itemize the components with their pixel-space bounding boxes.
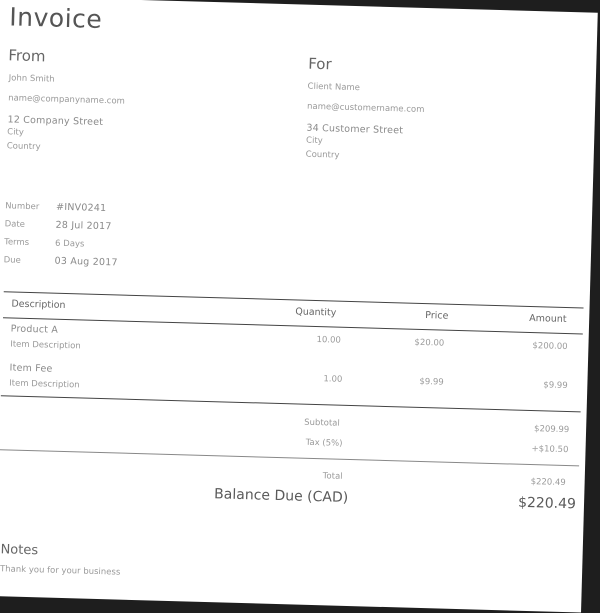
from-country: Country [6,141,41,153]
for-country: Country [305,149,340,161]
table-bottom-rule [1,395,581,412]
notes-text: Thank you for your business [0,564,121,578]
meta-label-terms: Terms [3,237,30,248]
table-top-rule [4,291,584,308]
balance-due-label: Balance Due (CAD) [213,486,349,506]
from-name: John Smith [8,73,55,85]
totals-rule [0,449,579,466]
row-price: $20.00 [414,337,445,349]
for-name: Client Name [307,81,361,94]
for-heading: For [307,54,332,74]
col-amount: Amount [529,312,567,325]
notes-heading: Notes [0,542,39,559]
row-name: Item Fee [9,362,53,375]
row-quantity: 10.00 [316,335,341,346]
col-price: Price [425,310,449,322]
page-title: Invoice [9,2,103,34]
meta-value-due: 03 Aug 2017 [54,255,118,269]
row-quantity: 1.00 [323,374,343,385]
from-city: City [7,127,25,138]
tax-value: +$10.50 [531,444,569,456]
table-header-rule [3,317,583,334]
row-desc: Item Description [9,378,80,391]
row-name: Product A [10,323,59,336]
balance-due-value: $220.49 [517,494,577,513]
total-value: $220.49 [530,477,566,489]
from-address: 12 Company Street [7,114,104,128]
meta-value-date: 28 Jul 2017 [55,219,112,233]
row-desc: Item Description [10,339,81,352]
for-city: City [305,135,323,147]
for-email: name@customername.com [306,101,425,115]
row-amount: $200.00 [532,341,568,353]
subtotal-value: $209.99 [533,424,570,436]
from-email: name@companyname.com [8,93,125,107]
row-price: $9.99 [419,376,444,388]
col-quantity: Quantity [295,306,337,319]
meta-label-number: Number [4,201,40,213]
subtotal-label: Subtotal [304,417,340,429]
col-description: Description [11,298,66,312]
meta-value-number: #INV0241 [55,201,107,215]
for-address: 34 Customer Street [306,122,404,137]
tax-label: Tax (5%) [305,437,343,449]
meta-value-terms: 6 Days [54,238,85,250]
meta-label-due: Due [3,255,21,266]
row-amount: $9.99 [543,380,568,392]
meta-label-date: Date [4,219,26,230]
total-label: Total [322,471,343,482]
from-heading: From [8,46,46,66]
